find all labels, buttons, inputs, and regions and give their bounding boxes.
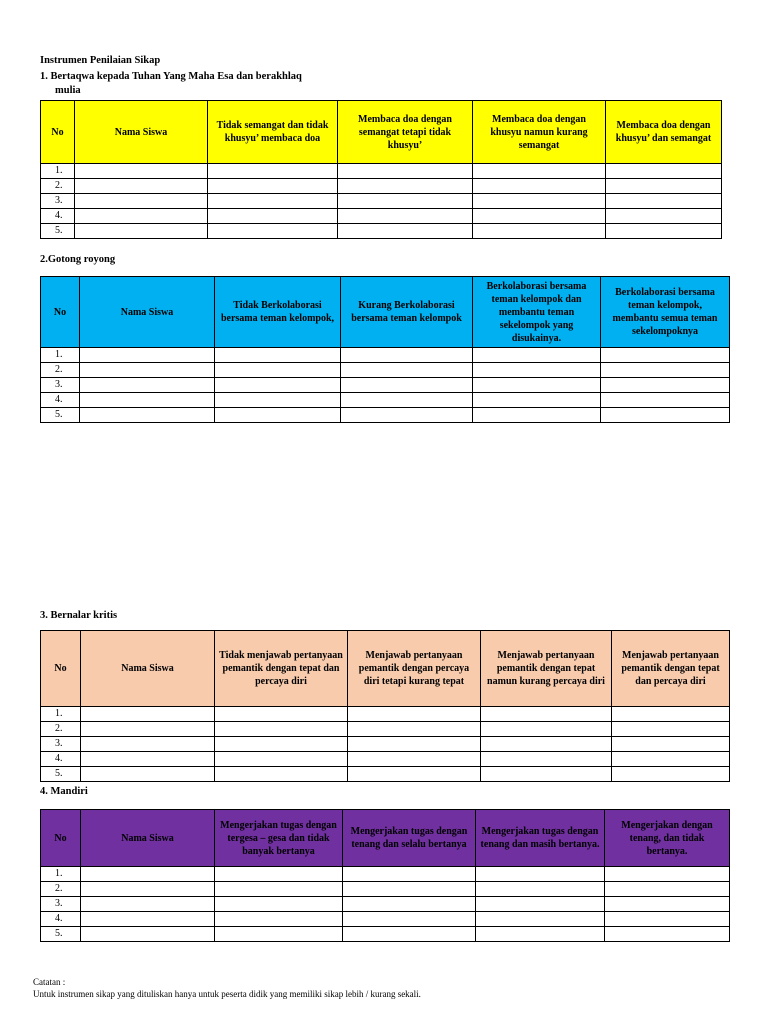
table-header-row [41,277,730,348]
student-name-cell[interactable] [80,393,215,408]
row-number: 5. [41,224,75,239]
header-criterion-1: Tidak Berkolaborasi bersama teman kelompok, [215,277,341,348]
score-cell[interactable] [343,882,476,897]
score-cell[interactable] [473,363,601,378]
score-cell[interactable] [601,363,730,378]
row-number: 4. [41,752,81,767]
row-number: 3. [41,378,80,393]
student-name-cell[interactable] [81,912,215,927]
assessment-table-1 [40,100,722,239]
row-number: 5. [41,767,81,782]
student-name-cell[interactable] [81,722,215,737]
header-criterion-1: Tidak semangat dan tidak khusyu’ membaca doa [208,101,338,164]
row-number: 3. [41,897,81,912]
row-number: 3. [41,194,75,209]
header-criterion-4: Membaca doa dengan khusyu’ dan semangat [606,101,722,164]
header-nama-siswa: Nama Siswa [80,277,215,348]
row-number: 4. [41,912,81,927]
table-row [41,882,730,897]
score-cell[interactable] [473,164,606,179]
table-row [41,224,722,239]
row-number: 1. [41,348,80,363]
table-row [41,912,730,927]
header-no: No [41,810,81,867]
score-cell[interactable] [215,393,341,408]
student-name-cell[interactable] [75,194,208,209]
table-row [41,767,730,782]
section-4-heading: 4. Mandiri [40,786,88,797]
score-cell[interactable] [481,737,612,752]
score-cell[interactable] [473,194,606,209]
table-row [41,164,722,179]
score-cell[interactable] [612,767,730,782]
score-cell[interactable] [215,722,348,737]
score-cell[interactable] [348,752,481,767]
document-title: Instrumen Penilaian Sikap [40,55,161,66]
score-cell[interactable] [215,752,348,767]
table-row [41,737,730,752]
header-criterion-4: Mengerjakan dengan tenang, dan tidak bertanya. [605,810,730,867]
score-cell[interactable] [343,927,476,942]
student-name-cell[interactable] [81,737,215,752]
score-cell[interactable] [481,722,612,737]
score-cell[interactable] [612,707,730,722]
header-criterion-3: Membaca doa dengan khusyu namun kurang semangat [473,101,606,164]
assessment-table-4 [40,809,730,942]
table-header-row [41,810,730,867]
table-row [41,897,730,912]
header-criterion-2: Membaca doa dengan semangat tetapi tidak khusyu’ [338,101,473,164]
score-cell[interactable] [473,408,601,423]
row-number: 2. [41,363,80,378]
score-cell[interactable] [348,722,481,737]
score-cell[interactable] [606,164,722,179]
score-cell[interactable] [612,737,730,752]
score-cell[interactable] [481,707,612,722]
score-cell[interactable] [481,752,612,767]
table-row [41,378,730,393]
score-cell[interactable] [601,393,730,408]
row-number: 3. [41,737,81,752]
student-name-cell[interactable] [81,882,215,897]
score-cell[interactable] [606,224,722,239]
row-number: 1. [41,164,75,179]
score-cell[interactable] [215,912,343,927]
score-cell[interactable] [476,897,605,912]
score-cell[interactable] [606,209,722,224]
score-cell[interactable] [612,752,730,767]
score-cell[interactable] [605,912,730,927]
row-number: 1. [41,867,81,882]
score-cell[interactable] [473,348,601,363]
row-number: 2. [41,882,81,897]
score-cell[interactable] [215,882,343,897]
score-cell[interactable] [606,194,722,209]
score-cell[interactable] [341,363,473,378]
row-number: 5. [41,408,80,423]
score-cell[interactable] [215,867,343,882]
table-row [41,194,722,209]
row-number: 4. [41,209,75,224]
student-name-cell[interactable] [80,408,215,423]
score-cell[interactable] [215,897,343,912]
header-criterion-1: Tidak menjawab pertanyaan pemantik dengan tepat dan percaya diri [215,631,348,707]
score-cell[interactable] [208,224,338,239]
header-nama-siswa: Nama Siswa [81,631,215,707]
score-cell[interactable] [612,722,730,737]
score-cell[interactable] [473,209,606,224]
table-header-row [41,631,730,707]
header-criterion-3: Menjawab pertanyaan pemantik dengan tepat namun kurang percaya diri [481,631,612,707]
header-criterion-2: Kurang Berkolaborasi bersama teman kelompok [341,277,473,348]
score-cell[interactable] [473,224,606,239]
score-cell[interactable] [338,224,473,239]
score-cell[interactable] [215,363,341,378]
score-cell[interactable] [606,179,722,194]
section-2-heading: 2.Gotong royong [40,254,116,265]
student-name-cell[interactable] [81,927,215,942]
row-number: 2. [41,722,81,737]
score-cell[interactable] [341,408,473,423]
score-cell[interactable] [343,867,476,882]
row-number: 2. [41,179,75,194]
score-cell[interactable] [208,194,338,209]
score-cell[interactable] [476,867,605,882]
score-cell[interactable] [601,348,730,363]
score-cell[interactable] [338,194,473,209]
score-cell[interactable] [605,897,730,912]
student-name-cell[interactable] [81,752,215,767]
table-row [41,752,730,767]
table-row [41,179,722,194]
header-criterion-3: Mengerjakan tugas dengan tenang dan masih bertanya. [476,810,605,867]
student-name-cell[interactable] [81,707,215,722]
score-cell[interactable] [601,408,730,423]
header-no: No [41,101,75,164]
student-name-cell[interactable] [75,179,208,194]
header-criterion-4: Berkolaborasi bersama teman kelompok, membantu semua teman sekelompoknya [601,277,730,348]
score-cell[interactable] [341,348,473,363]
table-row [41,363,730,378]
student-name-cell[interactable] [75,224,208,239]
score-cell[interactable] [348,707,481,722]
header-criterion-1: Mengerjakan tugas dengan tergesa – gesa dan tidak banyak bertanya [215,810,343,867]
score-cell[interactable] [473,179,606,194]
assessment-table-3 [40,630,730,782]
table-row [41,348,730,363]
score-cell[interactable] [343,912,476,927]
score-cell[interactable] [215,707,348,722]
student-name-cell[interactable] [80,363,215,378]
header-no: No [41,277,80,348]
table-row [41,707,730,722]
note-label: Catatan : [33,977,66,987]
section-1-heading-cont: mulia [55,85,81,96]
score-cell[interactable] [605,927,730,942]
student-name-cell[interactable] [75,209,208,224]
table-row [41,393,730,408]
header-criterion-3: Berkolaborasi bersama teman kelompok dan membantu teman sekelompok yang disukainya. [473,277,601,348]
student-name-cell[interactable] [81,897,215,912]
header-criterion-2: Mengerjakan tugas dengan tenang dan selalu bertanya [343,810,476,867]
section-3-heading: 3. Bernalar kritis [40,610,118,621]
table-row [41,722,730,737]
header-criterion-2: Menjawab pertanyaan pemantik dengan percaya diri tetapi kurang tepat [348,631,481,707]
score-cell[interactable] [215,767,348,782]
score-cell[interactable] [473,393,601,408]
score-cell[interactable] [208,179,338,194]
header-no: No [41,631,81,707]
score-cell[interactable] [341,378,473,393]
score-cell[interactable] [348,767,481,782]
note-text: Untuk instrumen sikap yang dituliskan hanya untuk peserta didik yang memiliki sikap lebih / kurang sekali. [33,989,421,999]
student-name-cell[interactable] [81,867,215,882]
score-cell[interactable] [215,737,348,752]
score-cell[interactable] [208,164,338,179]
score-cell[interactable] [338,179,473,194]
score-cell[interactable] [605,882,730,897]
score-cell[interactable] [343,897,476,912]
score-cell[interactable] [338,209,473,224]
score-cell[interactable] [215,927,343,942]
score-cell[interactable] [473,378,601,393]
table-header-row [41,101,722,164]
score-cell[interactable] [476,927,605,942]
score-cell[interactable] [605,867,730,882]
score-cell[interactable] [341,393,473,408]
section-1-heading: 1. Bertaqwa kepada Tuhan Yang Maha Esa dan berakhlaq [40,71,302,82]
table-row [41,927,730,942]
score-cell[interactable] [215,378,341,393]
score-cell[interactable] [476,912,605,927]
score-cell[interactable] [348,737,481,752]
header-nama-siswa: Nama Siswa [81,810,215,867]
score-cell[interactable] [476,882,605,897]
assessment-table-2 [40,276,730,423]
row-number: 5. [41,927,81,942]
score-cell[interactable] [215,408,341,423]
row-number: 4. [41,393,80,408]
table-row [41,209,722,224]
student-name-cell[interactable] [80,378,215,393]
table-row [41,408,730,423]
score-cell[interactable] [215,348,341,363]
score-cell[interactable] [338,164,473,179]
student-name-cell[interactable] [80,348,215,363]
row-number: 1. [41,707,81,722]
student-name-cell[interactable] [81,767,215,782]
score-cell[interactable] [481,767,612,782]
score-cell[interactable] [208,209,338,224]
table-row [41,867,730,882]
header-criterion-4: Menjawab pertanyaan pemantik dengan tepat dan percaya diri [612,631,730,707]
header-nama-siswa: Nama Siswa [75,101,208,164]
student-name-cell[interactable] [75,164,208,179]
score-cell[interactable] [601,378,730,393]
